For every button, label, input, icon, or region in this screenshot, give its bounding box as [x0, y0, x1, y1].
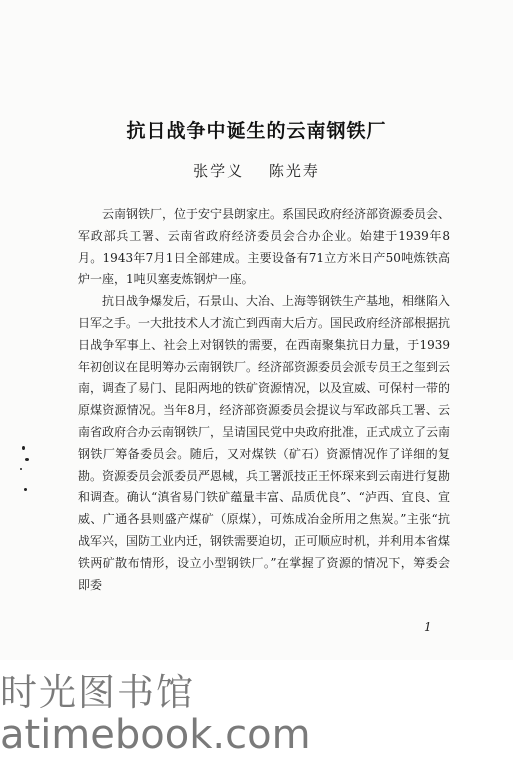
article-body: [78, 204, 450, 596]
watermark-url: atimebook.com: [0, 712, 311, 758]
page-number: 1: [424, 620, 432, 634]
paragraph-intro: 云南钢铁厂，位于安宁县朗家庄。系国民政府经济部资源委员会、军政部兵工署、云南省政府经济委员会合办企业。始建于1939年8月。1943年7月1日全部建成。主要设备有71立方米日产50吨炼铁高炉一座，1吨贝塞麦炼钢炉一座。: [78, 207, 451, 287]
watermark: [0, 662, 513, 768]
scan-speck: [20, 468, 22, 470]
article-title: 抗日战争中诞生的云南钢铁厂: [126, 120, 387, 142]
article-authors: 张学义 陈光寿: [193, 162, 320, 180]
watermark-name: 时光图书馆: [0, 671, 195, 714]
scan-speck: [22, 446, 25, 450]
scan-speck: [24, 488, 27, 491]
scan-speck: [25, 458, 29, 461]
paragraph-history: 抗日战争爆发后，石景山、大冶、上海等钢铁生产基地，相继陷入日军之手。一大批技术人才流亡到西南大后方。国民政府经济部根据抗日战争军事上、社会上对钢铁的需要，在西南聚集抗日力量，于1939年初创议在昆明筹办云南钢铁厂。经济部资源委员会派专员王之玺到云南，调查了易门、昆阳两地的铁矿资源情况，以及宣威、可保村一带的原煤资源情况。当年8月，经济部资源委员会提议与军政部兵工署、云南省政府合办云南钢铁厂，呈请国民党中央政府批准，正式成立了云南钢铁厂筹备委员会。随后，又对煤铁（矿石）资源情况作了详细的复勘。资源委员会派委员严恩棫，兵工署派技正王怀琛来到云南进行复勘和调查。确认“滇省易门铁矿蕴量丰富、品质优良”、“泸西、宜良、宣威、广通各县则盛产煤矿（原煤），可炼成冶金所用之焦炭。”主张“抗战军兴，国防工业内迁，钢铁需要迫切，正可顺应时机，并利用本省煤铁两矿散布情形，设立小型钢铁厂。”在掌握了资源的情况下，筹委会即委: [78, 294, 451, 592]
